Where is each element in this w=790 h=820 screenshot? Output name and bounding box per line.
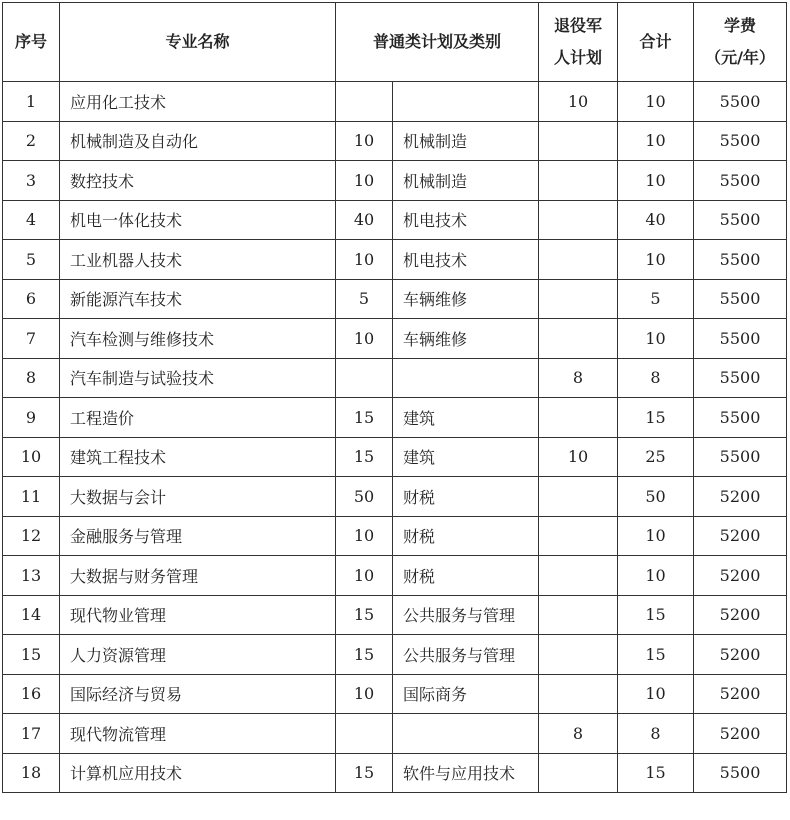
category-cell: 公共服务与管理 <box>393 635 539 675</box>
total-cell: 8 <box>618 714 694 754</box>
category-cell: 国际商务 <box>393 674 539 714</box>
major-cell: 汽车制造与试验技术 <box>60 358 336 398</box>
veteran-cell: 10 <box>539 82 618 122</box>
major-cell: 数控技术 <box>60 161 336 201</box>
regular-cell: 10 <box>336 161 393 201</box>
major-cell: 大数据与会计 <box>60 477 336 517</box>
seq-cell: 12 <box>3 516 60 556</box>
table-row <box>3 200 787 240</box>
fee-cell: 5200 <box>694 714 787 754</box>
major-cell: 现代物业管理 <box>60 595 336 635</box>
table-row <box>3 595 787 635</box>
regular-cell: 10 <box>336 319 393 359</box>
seq-cell: 17 <box>3 714 60 754</box>
total-cell: 40 <box>618 200 694 240</box>
fee-cell: 5500 <box>694 319 787 359</box>
total-cell: 10 <box>618 121 694 161</box>
category-cell: 财税 <box>393 477 539 517</box>
table-row <box>3 161 787 201</box>
veteran-cell <box>539 279 618 319</box>
major-cell: 计算机应用技术 <box>60 753 336 793</box>
seq-cell: 7 <box>3 319 60 359</box>
fee-cell: 5500 <box>694 200 787 240</box>
category-cell <box>393 82 539 122</box>
major-cell: 国际经济与贸易 <box>60 674 336 714</box>
header-fee-line1: 学费 <box>724 16 757 35</box>
table-row <box>3 437 787 477</box>
header-row <box>3 3 787 82</box>
major-cell: 新能源汽车技术 <box>60 279 336 319</box>
table-row <box>3 635 787 675</box>
category-cell: 财税 <box>393 516 539 556</box>
total-cell: 15 <box>618 635 694 675</box>
header-total: 合计 <box>618 3 694 82</box>
header-veteran-line2: 人计划 <box>554 48 603 67</box>
veteran-cell: 8 <box>539 358 618 398</box>
enrollment-plan-table <box>2 2 787 793</box>
fee-cell: 5200 <box>694 595 787 635</box>
regular-cell: 10 <box>336 674 393 714</box>
veteran-cell: 8 <box>539 714 618 754</box>
major-cell: 人力资源管理 <box>60 635 336 675</box>
seq-cell: 13 <box>3 556 60 596</box>
category-cell: 机电技术 <box>393 240 539 280</box>
regular-cell: 5 <box>336 279 393 319</box>
total-cell: 10 <box>618 161 694 201</box>
veteran-cell: 10 <box>539 437 618 477</box>
regular-cell <box>336 358 393 398</box>
total-cell: 15 <box>618 753 694 793</box>
table-row <box>3 240 787 280</box>
table-row <box>3 556 787 596</box>
total-cell: 5 <box>618 279 694 319</box>
table-row <box>3 674 787 714</box>
regular-cell: 15 <box>336 437 393 477</box>
category-cell: 机电技术 <box>393 200 539 240</box>
veteran-cell <box>539 200 618 240</box>
category-cell: 财税 <box>393 556 539 596</box>
header-fee <box>694 3 787 82</box>
total-cell: 10 <box>618 319 694 359</box>
header-regular: 普通类计划及类别 <box>336 3 539 82</box>
veteran-cell <box>539 477 618 517</box>
regular-cell <box>336 82 393 122</box>
category-cell: 软件与应用技术 <box>393 753 539 793</box>
total-cell: 10 <box>618 82 694 122</box>
table-row <box>3 279 787 319</box>
fee-cell: 5500 <box>694 82 787 122</box>
category-cell <box>393 358 539 398</box>
table-row <box>3 319 787 359</box>
seq-cell: 2 <box>3 121 60 161</box>
category-cell <box>393 714 539 754</box>
major-cell: 工业机器人技术 <box>60 240 336 280</box>
regular-cell: 15 <box>336 398 393 438</box>
total-cell: 10 <box>618 516 694 556</box>
table-row <box>3 714 787 754</box>
fee-cell: 5500 <box>694 240 787 280</box>
category-cell: 机械制造 <box>393 121 539 161</box>
veteran-cell <box>539 595 618 635</box>
seq-cell: 15 <box>3 635 60 675</box>
table-row <box>3 753 787 793</box>
regular-cell: 40 <box>336 200 393 240</box>
regular-cell: 15 <box>336 595 393 635</box>
regular-cell: 10 <box>336 556 393 596</box>
table-row <box>3 121 787 161</box>
seq-cell: 18 <box>3 753 60 793</box>
header-seq: 序号 <box>3 3 60 82</box>
fee-cell: 5500 <box>694 358 787 398</box>
table-row <box>3 82 787 122</box>
seq-cell: 3 <box>3 161 60 201</box>
veteran-cell <box>539 398 618 438</box>
category-cell: 车辆维修 <box>393 319 539 359</box>
seq-cell: 5 <box>3 240 60 280</box>
header-veteran-line1: 退役军 <box>554 16 603 35</box>
total-cell: 50 <box>618 477 694 517</box>
major-cell: 大数据与财务管理 <box>60 556 336 596</box>
fee-cell: 5500 <box>694 121 787 161</box>
major-cell: 工程造价 <box>60 398 336 438</box>
veteran-cell <box>539 161 618 201</box>
table-row <box>3 358 787 398</box>
regular-cell: 15 <box>336 635 393 675</box>
table-row <box>3 398 787 438</box>
major-cell: 现代物流管理 <box>60 714 336 754</box>
fee-cell: 5200 <box>694 635 787 675</box>
fee-cell: 5200 <box>694 477 787 517</box>
seq-cell: 4 <box>3 200 60 240</box>
fee-cell: 5500 <box>694 279 787 319</box>
veteran-cell <box>539 240 618 280</box>
fee-cell: 5500 <box>694 398 787 438</box>
fee-cell: 5500 <box>694 437 787 477</box>
veteran-cell <box>539 753 618 793</box>
veteran-cell <box>539 121 618 161</box>
total-cell: 10 <box>618 556 694 596</box>
table-row <box>3 516 787 556</box>
category-cell: 车辆维修 <box>393 279 539 319</box>
category-cell: 建筑 <box>393 437 539 477</box>
seq-cell: 6 <box>3 279 60 319</box>
category-cell: 机械制造 <box>393 161 539 201</box>
veteran-cell <box>539 556 618 596</box>
seq-cell: 9 <box>3 398 60 438</box>
total-cell: 10 <box>618 240 694 280</box>
fee-cell: 5500 <box>694 753 787 793</box>
table-row <box>3 477 787 517</box>
seq-cell: 16 <box>3 674 60 714</box>
fee-cell: 5500 <box>694 161 787 201</box>
seq-cell: 11 <box>3 477 60 517</box>
veteran-cell <box>539 319 618 359</box>
major-cell: 应用化工技术 <box>60 82 336 122</box>
major-cell: 金融服务与管理 <box>60 516 336 556</box>
veteran-cell <box>539 635 618 675</box>
fee-cell: 5200 <box>694 516 787 556</box>
total-cell: 25 <box>618 437 694 477</box>
fee-cell: 5200 <box>694 556 787 596</box>
seq-cell: 8 <box>3 358 60 398</box>
veteran-cell <box>539 674 618 714</box>
header-fee-line2: （元/年） <box>705 48 775 67</box>
category-cell: 公共服务与管理 <box>393 595 539 635</box>
total-cell: 15 <box>618 398 694 438</box>
seq-cell: 1 <box>3 82 60 122</box>
major-cell: 建筑工程技术 <box>60 437 336 477</box>
regular-cell: 15 <box>336 753 393 793</box>
veteran-cell <box>539 516 618 556</box>
header-major: 专业名称 <box>60 3 336 82</box>
total-cell: 8 <box>618 358 694 398</box>
seq-cell: 10 <box>3 437 60 477</box>
major-cell: 汽车检测与维修技术 <box>60 319 336 359</box>
fee-cell: 5200 <box>694 674 787 714</box>
major-cell: 机械制造及自动化 <box>60 121 336 161</box>
regular-cell: 10 <box>336 516 393 556</box>
header-veteran <box>539 3 618 82</box>
major-cell: 机电一体化技术 <box>60 200 336 240</box>
total-cell: 10 <box>618 674 694 714</box>
seq-cell: 14 <box>3 595 60 635</box>
regular-cell: 50 <box>336 477 393 517</box>
regular-cell: 10 <box>336 240 393 280</box>
total-cell: 15 <box>618 595 694 635</box>
category-cell: 建筑 <box>393 398 539 438</box>
regular-cell: 10 <box>336 121 393 161</box>
regular-cell <box>336 714 393 754</box>
